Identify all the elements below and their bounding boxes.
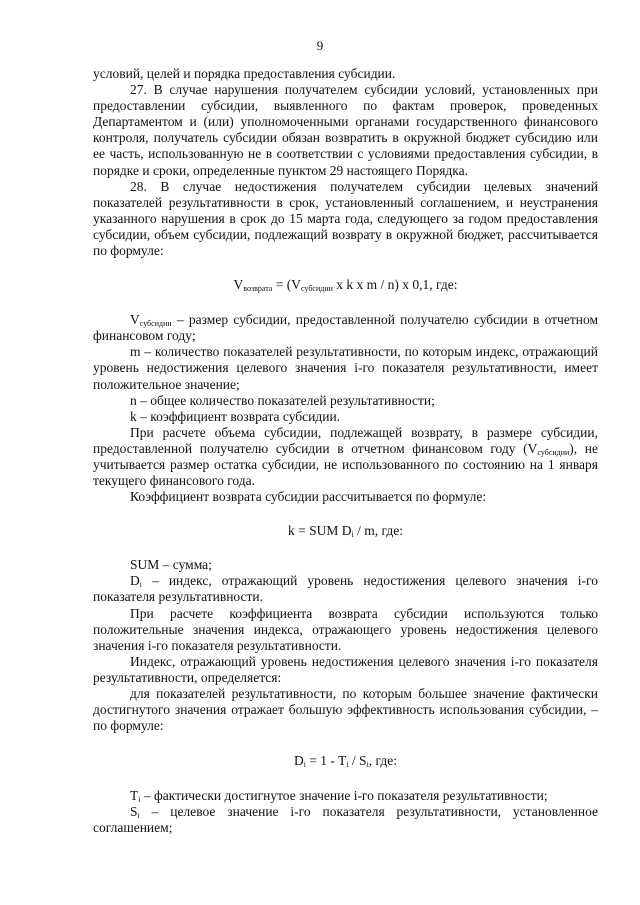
paragraph-k-intro: Коэффициент возврата субсидии рассчитывается по формуле: — [130, 489, 487, 505]
definition-d: $D_i$ – индекс, отражающий уровень недостижения целевого значения i-го показателя результативности. — [93, 573, 598, 605]
formula-return-volume: $V_{возврата} = (V_{субсидии}$ x k x m / n) x 0,1, где: — [233, 277, 458, 294]
definition-k: k – коэффициент возврата субсидии. — [130, 408, 341, 424]
formula-coefficient-k: k = SUM $D_i$ / m, где: — [288, 523, 403, 540]
definition-t: $T_i$ – фактически достигнутое значение i-го показателя результативности; — [130, 788, 548, 805]
paragraph-balance-note: При расчете объема субсидии, подлежащей возврату, в размере субсидии, предоставленной получателю субсидии в отчетном финансовом году $(V_{субсидии})$, не учитывается размер остатка субсидии, не использованного по состоянию на 1 января текущего финансового года. — [93, 424, 599, 489]
definition-m: m – количество показателей результативности, по которым индекс, отражающий уровень недостижения целевого значения i-го показателя результативности, имеет положительное значение; — [93, 344, 598, 392]
paragraph-continuation: условий, целей и порядка предоставления субсидии. — [93, 66, 396, 81]
definition-sum: SUM – сумма; — [130, 557, 212, 573]
page-number: 9 — [316, 38, 324, 53]
document-body — [93, 66, 598, 837]
paragraph-positive-values: При расчете коэффициента возврата субсидии используются только положительные значения индекса, отражающего уровень недостижения целевого значения i-го показателя результативности. — [93, 605, 598, 653]
paragraph-index-case: для показателей результативности, по которым большее значение фактически достигнутого значения отражает большую эффективность использования субсидии, – по формуле: — [93, 686, 598, 734]
definition-v-subsidy: $V_{субсидии}$ – размер субсидии, предоставленной получателю субсидии в отчетном финансовом году; — [93, 312, 598, 344]
paragraph-27: 27. В случае нарушения получателем субсидии условий, установленных при предоставлении субсидии, выявленного по фактам проверок, проведенных Департаментом и (или) уполномоченными органами государственного финансового контроля, получатель субсидии обязан возвратить в окружной бюджет субсидию или ее часть, использованную не в соответствии с условиями предоставления субсидии, в порядке и сроки, определенные пунктом 29 настоящего Порядка. — [93, 82, 598, 178]
definition-s: $S_i$ – целевое значение i-го показателя результативности, установленное соглашением; — [93, 804, 598, 836]
paragraph-index-intro: Индекс, отражающий уровень недостижения целевого значения i-го показателя результативности, определяется: — [93, 653, 598, 685]
definition-n: n – общее количество показателей результативности; — [130, 392, 435, 408]
paragraph-28: 28. В случае недостижения получателем субсидии целевых значений показателей результативности в срок, установленный соглашением, и неустранения указанного нарушения в срок до 15 марта года, следующего за годом предоставления субсидии, объем субсидии, подлежащий возврату в окружной бюджет, рассчитывается по формуле: — [93, 178, 598, 259]
formula-index-d: $D_i = 1 - T_i / S_i$, где: — [293, 753, 398, 770]
